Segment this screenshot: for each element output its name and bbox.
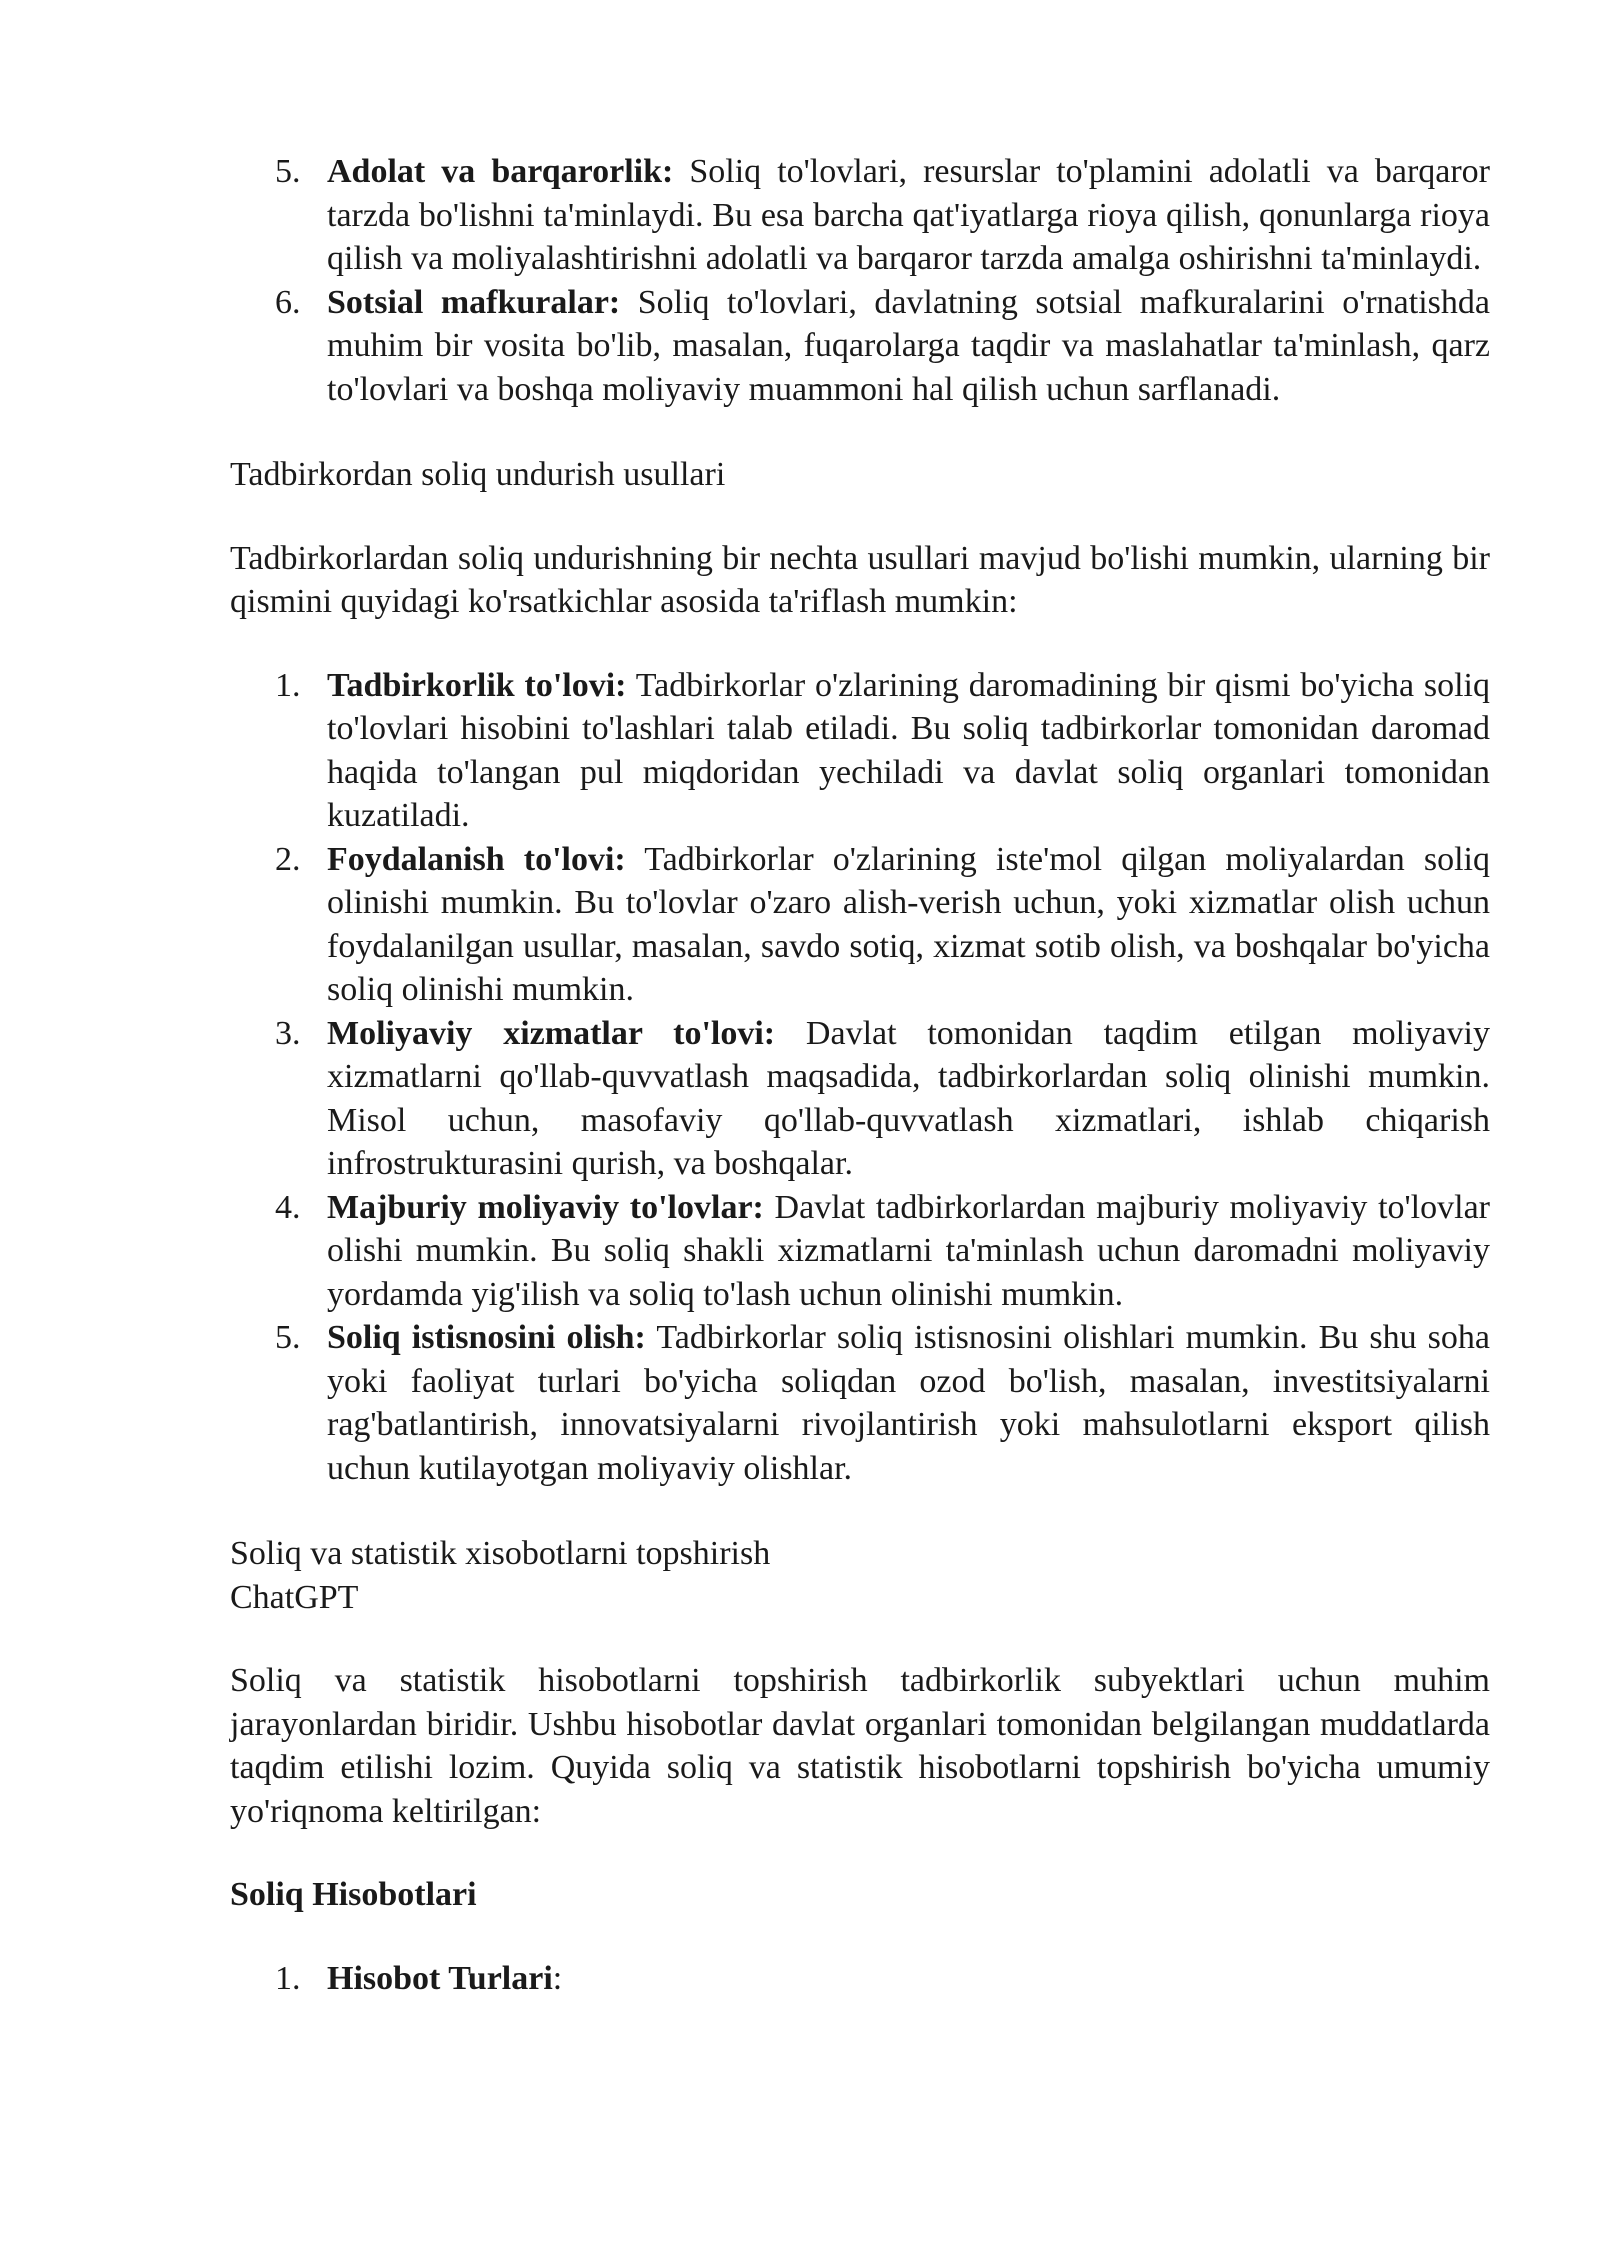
section-intro: Soliq va statistik hisobotlarni topshirish tadbirkorlik subyektlari uchun muhim jarayonlardan biridir. Ushbu hisobotlar davlat organlari tomonidan belgilangan muddatlarda taqdim etilishi lozim. Quyida soliq va statistik hisobotlarni topshirish bo'yicha umumiy yo'riqnoma keltirilgan:: [230, 1662, 1490, 1830]
list-text: Tadbirkorlar o'zlarining iste'mol qilgan moliyalardan soliq olinishi mumkin. Bu to'lovlar o'zaro alish-verish uchun, yoki xizmatlar olish uchun foydalanilgan usullar, masalan, savdo sotiq, xizmat sotib olish, va boshqalar bo'yicha soliq olinishi mumkin.: [327, 840, 1490, 1008]
list-item: [230, 281, 1490, 412]
list-item: [230, 150, 1490, 281]
section-heading: Soliq Hisobotlari: [230, 1876, 477, 1913]
list-term: Adolat va barqarorlik:: [327, 153, 674, 190]
list-item: [230, 1186, 1490, 1317]
section-subheading: ChatGPT: [230, 1578, 359, 1616]
list-tax-methods: [230, 664, 1490, 1491]
list-term: Foydalanish to'lovi:: [327, 840, 626, 878]
list-report-types: [230, 1957, 1490, 2001]
list-term: Sotsial mafkuralar:: [327, 283, 621, 321]
list-term: Tadbirkorlik to'lovi:: [327, 666, 627, 704]
list-number: 1.: [275, 666, 301, 704]
list-number: 3.: [275, 1014, 301, 1052]
section-heading: Tadbirkordan soliq undurish usullari: [230, 456, 726, 493]
list-term: Soliq istisnosini olish:: [327, 1319, 646, 1356]
list-number: 5.: [275, 1319, 301, 1356]
list-number: 6.: [275, 283, 301, 321]
list-number: 2.: [275, 840, 301, 878]
list-term: Moliyaviy xizmatlar to'lovi:: [327, 1014, 776, 1052]
section-heading: Soliq va statistik xisobotlarni topshirish: [230, 1535, 771, 1572]
list-number: 5.: [275, 153, 301, 190]
list-item: [230, 1957, 1490, 2001]
list-text: Tadbirkorlar soliq istisnosini olishlari mumkin. Bu shu soha yoki faoliyat turlari bo'yicha soliqdan ozod bo'lish, masalan, investitsiyalarni rag'batlantirish, innovatsiyalarni rivojlantirish yoki mahsulotlarni eksport qilish uchun kutilayotgan moliyaviy olishlar.: [327, 1319, 1490, 1487]
list-benefits-continued: [230, 150, 1490, 411]
list-text: Soliq to'lovlari, resurslar to'plamini adolatli va barqaror tarzda bo'lishni ta'minlaydi. Bu esa barcha qat'iyatlarga rioya qilish, qonunlarga rioya qilish va moliyalashtirishni adolatli va barqaror tarzda amalga oshirishni ta'minlaydi.: [327, 153, 1491, 277]
list-term: Hisobot Turlari: [327, 1959, 553, 1997]
list-item: [230, 838, 1490, 1012]
list-text: Davlat tadbirkorlardan majburiy moliyaviy to'lovlar olishi mumkin. Bu soliq shakli xizmatlarni ta'minlash uchun daromadni moliyaviy yordamda yig'ilish va soliq to'lash uchun olinishi mumkin.: [327, 1188, 1490, 1313]
list-item: [230, 664, 1490, 838]
document-page: [230, 150, 1490, 2000]
list-number: 4.: [275, 1188, 301, 1226]
section-intro: Tadbirkorlardan soliq undurishning bir nechta usullari mavjud bo'lishi mumkin, ularning bir qismini quyidagi ko'rsatkichlar asosida ta'riflash mumkin:: [230, 539, 1490, 620]
list-text: :: [552, 1959, 563, 1997]
list-term: Majburiy moliyaviy to'lovlar:: [327, 1188, 764, 1226]
list-number: 1.: [275, 1959, 301, 1997]
list-item: [230, 1316, 1490, 1490]
list-text: Tadbirkorlar o'zlarining daromadining bir qismi bo'yicha soliq to'lovlari hisobini to'lashlari talab etiladi. Bu soliq tadbirkorlar tomonidan daromad haqida to'langan pul miqdoridan yechiladi va davlat soliq organlari tomonidan kuzatiladi.: [327, 666, 1490, 834]
list-item: [230, 1012, 1490, 1186]
list-text: Davlat tomonidan taqdim etilgan moliyaviy xizmatlarni qo'llab-quvvatlash maqsadida, tadbirkorlardan soliq olinishi mumkin. Misol uchun, masofaviy qo'llab-quvvatlash xizmatlari, ishlab chiqarish infrostrukturasini qurish, va boshqalar.: [327, 1014, 1490, 1182]
list-text: Soliq to'lovlari, davlatning sotsial mafkuralarini o'rnatishda muhim bir vosita bo'lib, masalan, fuqarolarga taqdir va maslahatlar ta'minlash, qarz to'lovlari va boshqa moliyaviy muammoni hal qilish uchun sarflanadi.: [327, 283, 1490, 408]
